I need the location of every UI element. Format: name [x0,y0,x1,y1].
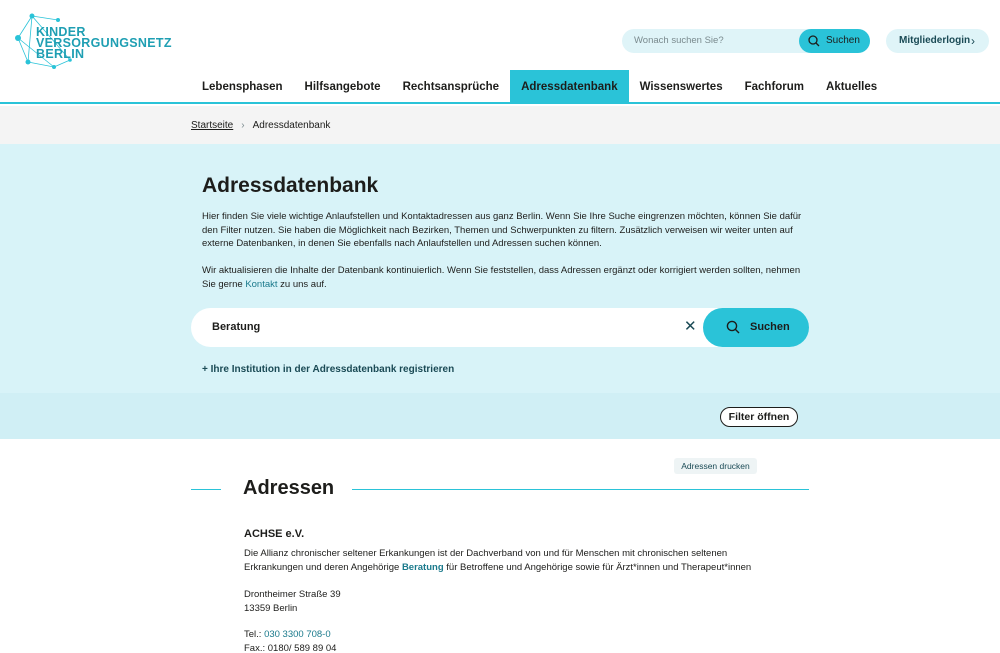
results-title: Adressen [243,477,335,499]
header-search [622,29,870,53]
hero-section [0,144,1000,393]
address-search [191,308,809,347]
breadcrumb-bar [0,106,1000,144]
filter-bar [0,393,1000,439]
site-logo[interactable] [10,10,172,70]
logo-line-2: VERSORGUNGSNETZ [36,36,172,50]
entry-street: Drontheimer Straße 39 [244,589,341,600]
address-search-input[interactable]: Beratung [212,321,261,333]
header-search-button[interactable] [799,29,870,53]
nav-item-lebensphasen[interactable]: Lebensphasen [202,81,283,93]
divider-left [191,489,221,490]
entry-tel-row [244,628,764,642]
open-filter-label: Filter öffnen [728,411,790,423]
entry-contact [244,628,764,653]
divider-right [352,489,809,490]
register-institution-link[interactable]: + Ihre Institution in der Adressdatenbank registrieren [202,364,455,375]
address-entry [244,528,764,653]
header-search-input[interactable]: Wonach suchen Sie? [634,35,724,46]
breadcrumb-separator-icon: › [241,120,245,131]
nav-item-fachforum[interactable]: Fachforum [744,81,805,93]
logo-wordmark [36,27,172,60]
search-icon [808,35,820,47]
intro-text-2-before: Wir aktualisieren die Inhalte der Datenbank kontinuierlich. Wenn Sie feststellen, dass Adressen ergänzt oder korrigiert werden sollten, nehmen Sie gerne [202,265,801,290]
address-search-button[interactable] [703,308,809,347]
entry-address [244,588,764,616]
breadcrumb-home-link[interactable]: Startseite [191,120,234,131]
nav-item-hilfsangebote[interactable]: Hilfsangebote [304,81,381,93]
member-login-label: Mitgliederlogin [899,35,971,46]
nav-item-aktuelles[interactable]: Aktuelles [826,81,878,93]
open-filter-button[interactable] [720,407,798,427]
header-search-button-label: Suchen [826,35,860,46]
entry-description-after: für Betroffene und Angehörige sowie für Ärzt*innen und Therapeut*innen [443,562,752,573]
entry-description-before: Die Allianz chronischer seltener Erkankungen ist der Dachverband von und für Menschen mit chronischen seltenen Erkrankungen und deren Angehörige [244,548,728,573]
breadcrumb-current: Adressdatenbank [252,120,331,131]
print-addresses-button[interactable] [674,458,757,474]
clear-search-icon[interactable]: ✕ [684,318,697,335]
contact-link[interactable]: Kontakt [245,278,278,290]
intro-text-2 [202,264,802,291]
print-addresses-label: Adressen drucken [681,461,750,471]
member-login-button[interactable] [886,29,989,53]
page-title: Adressdatenbank [202,174,379,197]
intro-text-2-after: zu uns auf. [277,278,327,290]
chevron-right-icon: › [971,34,975,48]
search-icon [726,320,740,334]
nav-item-rechtsansprueche[interactable]: Rechtsansprüche [402,81,500,93]
nav-item-adressdatenbank[interactable]: Adressdatenbank [510,70,629,104]
entry-name[interactable]: ACHSE e.V. [244,528,305,540]
entry-city: 13359 Berlin [244,603,298,614]
entry-description [244,547,764,575]
entry-tel-link[interactable]: 030 3300 708-0 [264,629,331,640]
entry-fax-label: Fax.: [244,643,268,653]
entry-fax: 0180/ 589 89 04 [267,643,337,653]
site-header [0,0,1000,104]
address-search-button-label: Suchen [750,321,790,333]
logo-line-3: BERLIN [36,47,85,61]
logo-line-1: KINDER [36,25,86,39]
intro-text: Hier finden Sie viele wichtige Anlaufstellen und Kontaktadressen aus ganz Berlin. Wenn Sie Ihre Suche eingrenzen möchten, können Sie dafür den Filter nutzen. Sie haben die Möglichkeit nach Bezirken, Themen und Schwerpunkten zu filtern. Zusätzlich verweisen wir weiter unten auf externe Datenbanken, in denen Sie ebenfalls nach Anlaufstellen und Adressen suchen können. [202,211,802,249]
breadcrumb [191,120,330,131]
main-nav [191,70,888,104]
nav-item-wissenswertes[interactable]: Wissenswertes [639,81,723,93]
entry-tel-label: Tel.: [244,629,265,640]
entry-fax-row [244,642,764,653]
entry-description-highlight: Beratung [401,562,444,573]
